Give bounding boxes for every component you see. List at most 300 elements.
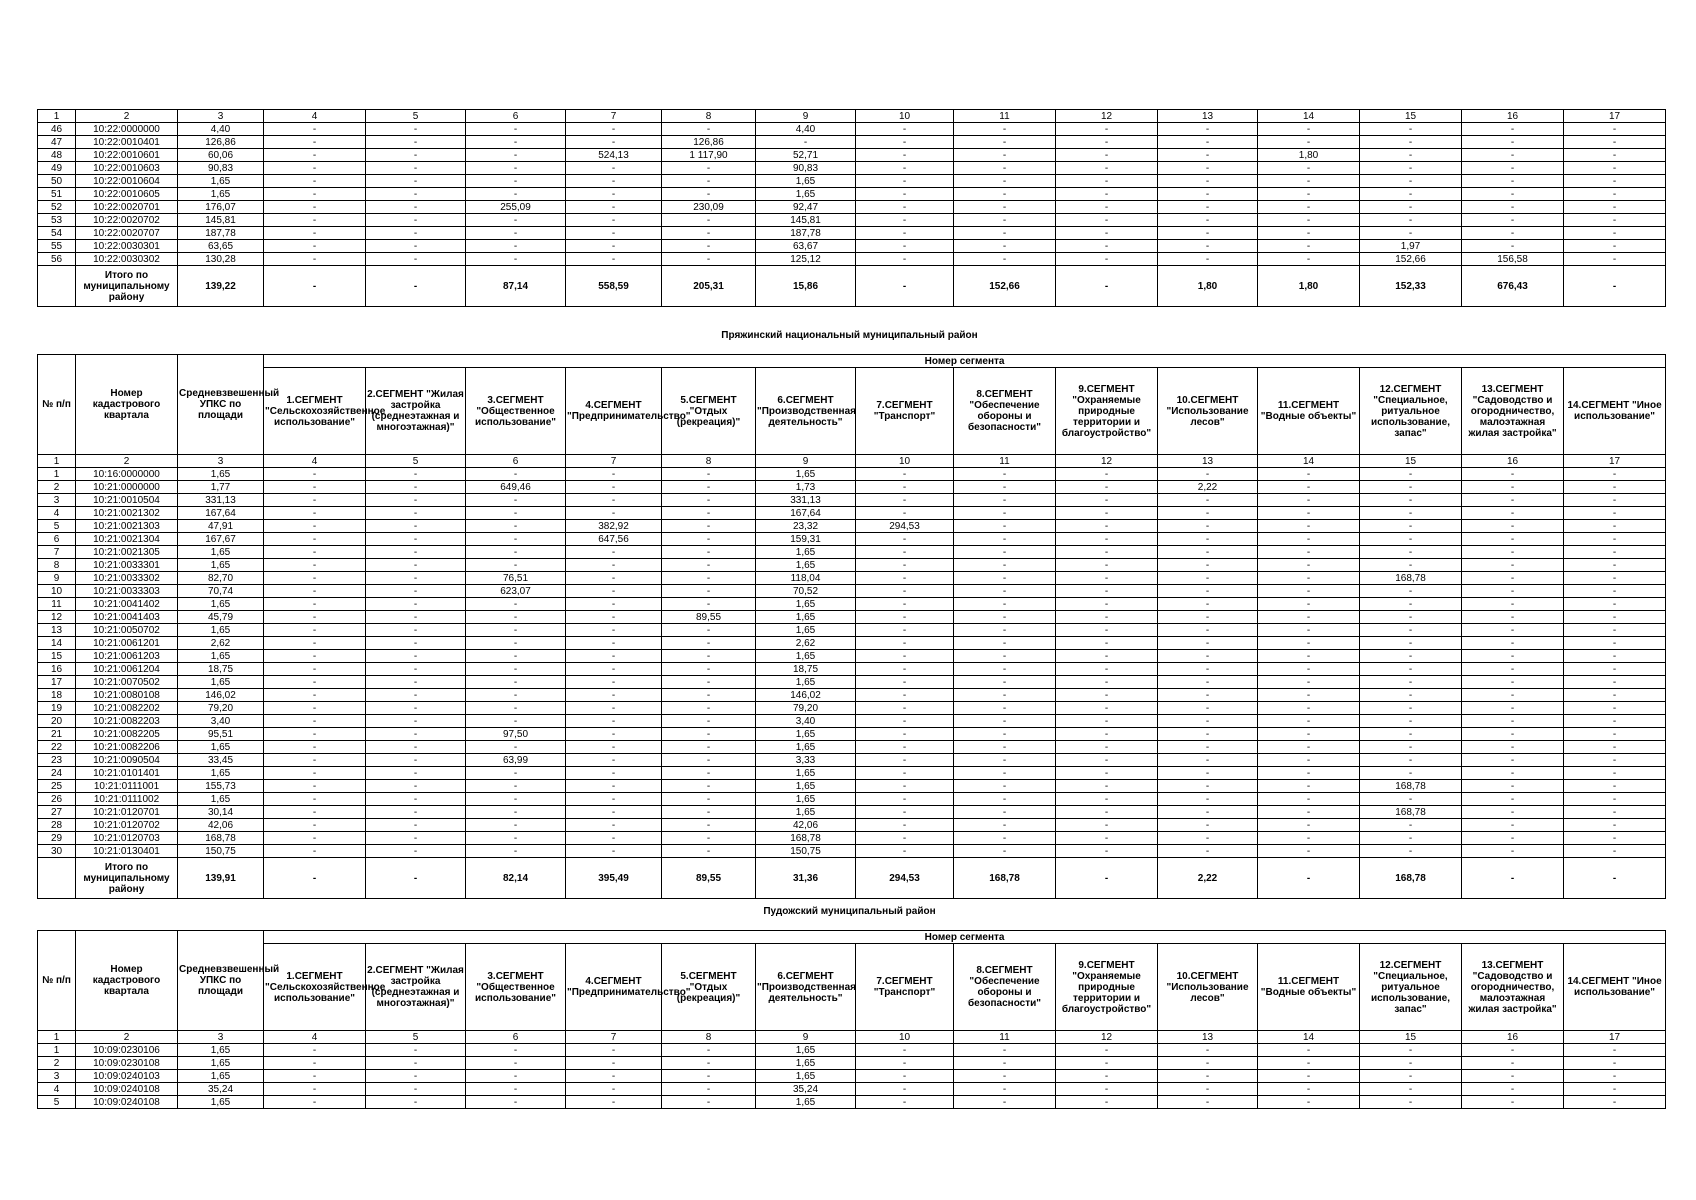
table-cell: - — [1158, 136, 1258, 149]
table-cell: - — [466, 520, 566, 533]
table-cell: - — [264, 468, 366, 481]
table-cell: 145,81 — [756, 214, 856, 227]
table-cell: 1,65 — [756, 650, 856, 663]
table-cell: - — [566, 702, 662, 715]
table-cell: - — [1564, 175, 1666, 188]
table-cell: 168,78 — [1360, 780, 1462, 793]
table-cell: - — [1056, 1096, 1158, 1109]
table-cell: - — [366, 136, 466, 149]
table-cell: - — [1158, 175, 1258, 188]
table-cell: - — [1360, 1044, 1462, 1057]
table-cell: - — [366, 481, 466, 494]
column-number-cell: 12 — [1056, 1031, 1158, 1044]
table-cell: 47,91 — [178, 520, 264, 533]
table-cell: - — [1462, 227, 1564, 240]
header-segment-cell: 6.СЕГМЕНТ "Производственная деятельность" — [756, 944, 856, 1031]
table-cell: - — [856, 585, 954, 598]
total-cell: 168,78 — [954, 858, 1056, 899]
table-cell: - — [856, 754, 954, 767]
table-cell: - — [466, 715, 566, 728]
table-cell: - — [954, 702, 1056, 715]
table-cell: 10:21:0041403 — [76, 611, 178, 624]
table-row — [38, 533, 1666, 546]
table-cell: - — [1564, 227, 1666, 240]
table-cell: - — [1462, 1070, 1564, 1083]
table-cell: 33,45 — [178, 754, 264, 767]
table-cell: - — [566, 227, 662, 240]
column-number-cell: 2 — [76, 455, 178, 468]
table-cell: 1,65 — [756, 559, 856, 572]
table-cell: - — [954, 780, 1056, 793]
table-cell: - — [366, 559, 466, 572]
table-cell: - — [1158, 715, 1258, 728]
column-number-cell: 14 — [1258, 110, 1360, 123]
table-cell: 1,65 — [178, 1044, 264, 1057]
table-cell: 10:21:0120703 — [76, 832, 178, 845]
column-number-cell: 9 — [756, 455, 856, 468]
table-cell: - — [1360, 624, 1462, 637]
table-cell: - — [366, 585, 466, 598]
table-cell: 1 — [38, 1044, 76, 1057]
table-cell: 24 — [38, 767, 76, 780]
table-cell: 51 — [38, 188, 76, 201]
table-cell: 10:21:0120702 — [76, 819, 178, 832]
table-cell: - — [1258, 494, 1360, 507]
table-cell: 26 — [38, 793, 76, 806]
table-row — [38, 162, 1666, 175]
table-cell: - — [566, 780, 662, 793]
table-cell: - — [466, 1070, 566, 1083]
table-cell: - — [264, 767, 366, 780]
table-cell: - — [1564, 598, 1666, 611]
table-cell: - — [366, 201, 466, 214]
table-cell: - — [264, 240, 366, 253]
table-cell: - — [1564, 728, 1666, 741]
total-cell: - — [1056, 266, 1158, 307]
table-cell: 1,65 — [178, 650, 264, 663]
table-cell: 2,22 — [1158, 481, 1258, 494]
table-cell: 4,40 — [756, 123, 856, 136]
column-number-cell: 17 — [1564, 110, 1666, 123]
table-cell: - — [366, 175, 466, 188]
table-cell: - — [1462, 1096, 1564, 1109]
header-row-top — [38, 355, 1666, 368]
table-cell: - — [1462, 715, 1564, 728]
table-cell: - — [264, 728, 366, 741]
table-cell: - — [856, 1044, 954, 1057]
table-cell: - — [1056, 227, 1158, 240]
table-cell: 10:22:0000000 — [76, 123, 178, 136]
table-cell: - — [264, 780, 366, 793]
table-cell: - — [1564, 780, 1666, 793]
total-cell: 31,36 — [756, 858, 856, 899]
table-cell: 30 — [38, 845, 76, 858]
table-cell: - — [366, 689, 466, 702]
table-cell: - — [264, 201, 366, 214]
table-cell: - — [1462, 689, 1564, 702]
data-table-1 — [37, 109, 1666, 307]
column-number-cell: 12 — [1056, 110, 1158, 123]
table-cell: - — [1258, 585, 1360, 598]
table-cell: 1,65 — [756, 728, 856, 741]
table-cell: - — [1462, 240, 1564, 253]
table-cell: - — [566, 253, 662, 266]
header-row-segments — [38, 944, 1666, 1031]
table-cell: 168,78 — [178, 832, 264, 845]
table-cell: - — [1564, 520, 1666, 533]
total-cell: 1,80 — [1258, 266, 1360, 307]
table-cell: - — [662, 741, 756, 754]
table-cell: - — [566, 728, 662, 741]
column-number-cell: 11 — [954, 110, 1056, 123]
table-cell: 1,73 — [756, 481, 856, 494]
table-cell: 10:21:0082202 — [76, 702, 178, 715]
table-cell: - — [1158, 507, 1258, 520]
table-cell: - — [264, 637, 366, 650]
header-cell: Средневзвешенный УПКС по площади — [178, 931, 264, 1031]
table-cell: - — [1158, 188, 1258, 201]
table-cell: 167,67 — [178, 533, 264, 546]
table-cell: - — [466, 175, 566, 188]
table-cell: - — [1056, 780, 1158, 793]
table-row — [38, 819, 1666, 832]
table-cell: - — [856, 767, 954, 780]
table-cell: - — [1564, 806, 1666, 819]
table-cell: - — [1564, 767, 1666, 780]
table-cell: - — [366, 715, 466, 728]
column-number-cell: 13 — [1158, 110, 1258, 123]
table-cell: 10:21:0000000 — [76, 481, 178, 494]
table-cell: - — [662, 214, 756, 227]
table-cell: - — [264, 123, 366, 136]
table-cell: - — [1564, 546, 1666, 559]
table-cell: 90,83 — [178, 162, 264, 175]
table-cell: - — [1462, 136, 1564, 149]
table-cell: - — [1056, 741, 1158, 754]
column-number-cell: 16 — [1462, 455, 1564, 468]
table-cell: 18 — [38, 689, 76, 702]
header-cell: Номер кадастрового квартала — [76, 355, 178, 455]
table-cell: - — [662, 1044, 756, 1057]
table-cell: - — [856, 663, 954, 676]
table-cell: - — [1564, 572, 1666, 585]
table-cell: 25 — [38, 780, 76, 793]
table-cell: 168,78 — [1360, 572, 1462, 585]
section-title-pudozh: Пудожский муниципальный район — [763, 906, 936, 917]
total-cell: - — [366, 858, 466, 899]
table-cell: - — [366, 227, 466, 240]
table-cell: 10:21:0090504 — [76, 754, 178, 767]
table-cell: - — [1462, 162, 1564, 175]
table-cell: - — [264, 175, 366, 188]
table-cell: - — [1462, 598, 1564, 611]
table-cell: - — [662, 240, 756, 253]
table-cell: - — [856, 201, 954, 214]
total-cell: 676,43 — [1462, 266, 1564, 307]
table-cell: - — [1158, 832, 1258, 845]
table-cell: - — [466, 598, 566, 611]
table-cell: - — [1056, 240, 1158, 253]
table-cell: - — [1462, 1057, 1564, 1070]
table-row — [38, 481, 1666, 494]
table-row — [38, 123, 1666, 136]
table-cell: 10:21:0061201 — [76, 637, 178, 650]
table-cell: 187,78 — [756, 227, 856, 240]
table-cell: 10:21:0033301 — [76, 559, 178, 572]
table-cell: 1,65 — [756, 1070, 856, 1083]
table-cell: - — [1564, 1070, 1666, 1083]
table-cell: 146,02 — [756, 689, 856, 702]
table-cell: - — [566, 123, 662, 136]
table-cell: - — [466, 533, 566, 546]
table-cell: 10:21:0050702 — [76, 624, 178, 637]
table-cell: 10:21:0111002 — [76, 793, 178, 806]
column-number-cell: 5 — [366, 455, 466, 468]
table-cell: 156,58 — [1462, 253, 1564, 266]
table-cell: - — [662, 663, 756, 676]
column-number-cell: 5 — [366, 110, 466, 123]
table-cell: - — [366, 611, 466, 624]
table-row — [38, 201, 1666, 214]
table-cell: - — [264, 741, 366, 754]
table-cell: - — [566, 136, 662, 149]
table-cell: - — [466, 1096, 566, 1109]
table-cell: 10:16:0000000 — [76, 468, 178, 481]
total-cell: 87,14 — [466, 266, 566, 307]
table-cell: - — [662, 728, 756, 741]
table-cell: - — [954, 1083, 1056, 1096]
table-cell: - — [954, 494, 1056, 507]
table-cell: - — [1564, 1044, 1666, 1057]
table-cell: - — [954, 793, 1056, 806]
table-cell: - — [1360, 214, 1462, 227]
total-cell: 294,53 — [856, 858, 954, 899]
table-cell: - — [954, 845, 1056, 858]
table-cell: - — [466, 468, 566, 481]
table-cell: 1,65 — [756, 780, 856, 793]
column-number-cell: 8 — [662, 1031, 756, 1044]
table-cell: - — [1056, 793, 1158, 806]
table-cell: - — [1462, 546, 1564, 559]
table-cell: - — [1462, 572, 1564, 585]
table-cell: - — [1360, 819, 1462, 832]
table-cell: - — [264, 559, 366, 572]
table-cell: - — [264, 598, 366, 611]
table-row — [38, 624, 1666, 637]
table-cell: - — [662, 227, 756, 240]
table-cell: - — [662, 702, 756, 715]
table-cell: - — [1462, 845, 1564, 858]
table-cell: - — [264, 149, 366, 162]
table-cell: 2,62 — [756, 637, 856, 650]
table-cell: 4 — [38, 507, 76, 520]
table-cell: 10:21:0021305 — [76, 546, 178, 559]
table-cell: - — [566, 1096, 662, 1109]
table-cell: 4,40 — [178, 123, 264, 136]
table-cell: - — [1462, 637, 1564, 650]
column-number-cell: 14 — [1258, 1031, 1360, 1044]
table-cell: - — [1258, 1083, 1360, 1096]
total-empty-cell — [38, 858, 76, 899]
table-cell: - — [1258, 468, 1360, 481]
table-row — [38, 494, 1666, 507]
table-cell: - — [662, 1070, 756, 1083]
total-cell: 168,78 — [1360, 858, 1462, 899]
table-cell: - — [566, 1070, 662, 1083]
table-cell: - — [1360, 559, 1462, 572]
table-cell: - — [662, 754, 756, 767]
table-cell: - — [1564, 481, 1666, 494]
table-cell: - — [1158, 572, 1258, 585]
table-cell: 10:21:0061204 — [76, 663, 178, 676]
table-cell: 1,65 — [756, 1044, 856, 1057]
table-row — [38, 468, 1666, 481]
table-cell: - — [466, 188, 566, 201]
total-cell: - — [1564, 858, 1666, 899]
table-cell: - — [1360, 520, 1462, 533]
column-number-cell: 7 — [566, 455, 662, 468]
table-cell: - — [856, 507, 954, 520]
table-cell: - — [1056, 149, 1158, 162]
table-cell: - — [1462, 832, 1564, 845]
table-cell: - — [1564, 702, 1666, 715]
table-cell: - — [856, 149, 954, 162]
table-cell: 52 — [38, 201, 76, 214]
total-cell: - — [366, 266, 466, 307]
column-number-cell: 10 — [856, 455, 954, 468]
total-empty-cell — [38, 266, 76, 307]
table-cell: - — [264, 650, 366, 663]
table-row — [38, 754, 1666, 767]
column-number-cell: 1 — [38, 110, 76, 123]
table-cell: - — [954, 201, 1056, 214]
table-cell: - — [566, 572, 662, 585]
table-cell: - — [954, 1070, 1056, 1083]
table-cell: - — [856, 253, 954, 266]
table-cell: - — [954, 507, 1056, 520]
table-row — [38, 572, 1666, 585]
column-number-cell: 7 — [566, 1031, 662, 1044]
table-cell: 13 — [38, 624, 76, 637]
table-cell: - — [1258, 559, 1360, 572]
table-cell: - — [1056, 728, 1158, 741]
table-cell: 18,75 — [756, 663, 856, 676]
header-segment-cell: 4.СЕГМЕНТ "Предпринимательство" — [566, 368, 662, 455]
table-cell: 1,65 — [756, 793, 856, 806]
total-row — [38, 266, 1666, 307]
table-cell: - — [1564, 136, 1666, 149]
table-cell: - — [856, 533, 954, 546]
header-segment-cell: 11.СЕГМЕНТ "Водные объекты" — [1258, 944, 1360, 1031]
table-row — [38, 520, 1666, 533]
column-number-cell: 8 — [662, 455, 756, 468]
column-number-cell: 8 — [662, 110, 756, 123]
table-row — [38, 1057, 1666, 1070]
table-cell: - — [1564, 754, 1666, 767]
table-cell: - — [264, 702, 366, 715]
table-cell: - — [954, 214, 1056, 227]
table-cell: - — [366, 533, 466, 546]
table-cell: 125,12 — [756, 253, 856, 266]
table-row — [38, 676, 1666, 689]
table-row — [38, 253, 1666, 266]
table-cell: - — [1158, 214, 1258, 227]
table-cell: - — [1564, 240, 1666, 253]
table-cell: 10:22:0010603 — [76, 162, 178, 175]
table-cell: - — [466, 663, 566, 676]
table-cell: 1 — [38, 468, 76, 481]
table-cell: 167,64 — [178, 507, 264, 520]
column-number-row — [38, 1031, 1666, 1044]
table-cell: - — [1056, 832, 1158, 845]
table-cell: - — [366, 149, 466, 162]
table-cell: 19 — [38, 702, 76, 715]
table-cell: - — [366, 507, 466, 520]
table-cell: - — [566, 507, 662, 520]
header-segment-cell: 13.СЕГМЕНТ "Садоводство и огородничество, малоэтажная жилая застройка" — [1462, 368, 1564, 455]
table-cell: 63,99 — [466, 754, 566, 767]
table-cell: - — [366, 637, 466, 650]
table-cell: - — [1564, 188, 1666, 201]
table-cell: 3,33 — [756, 754, 856, 767]
table-cell: - — [466, 1044, 566, 1057]
table-cell: - — [1258, 214, 1360, 227]
table-cell: 76,51 — [466, 572, 566, 585]
table-cell: - — [366, 468, 466, 481]
table-row — [38, 1044, 1666, 1057]
table-cell: - — [1056, 624, 1158, 637]
table-cell: - — [662, 650, 756, 663]
table-cell: 35,24 — [178, 1083, 264, 1096]
table-cell: 2 — [38, 1057, 76, 1070]
column-number-cell: 15 — [1360, 110, 1462, 123]
header-segment-cell: 8.СЕГМЕНТ "Обеспечение обороны и безопасности" — [954, 944, 1056, 1031]
column-number-cell: 2 — [76, 110, 178, 123]
table-row — [38, 507, 1666, 520]
table-row — [38, 227, 1666, 240]
table-cell: 1,65 — [178, 175, 264, 188]
table-cell: - — [1462, 149, 1564, 162]
header-segment-cell: 7.СЕГМЕНТ "Транспорт" — [856, 368, 954, 455]
table-cell: - — [1258, 481, 1360, 494]
table-cell: - — [366, 1057, 466, 1070]
table-cell: - — [662, 507, 756, 520]
table-cell: - — [662, 520, 756, 533]
table-cell: 1,65 — [756, 175, 856, 188]
total-cell: 139,91 — [178, 858, 264, 899]
table-cell: 6 — [38, 533, 76, 546]
table-cell: - — [1158, 468, 1258, 481]
table-cell: - — [756, 136, 856, 149]
table-cell: - — [954, 520, 1056, 533]
table-cell: - — [466, 1057, 566, 1070]
total-cell: - — [1056, 858, 1158, 899]
table-cell: - — [1158, 624, 1258, 637]
table-cell: 1,65 — [178, 468, 264, 481]
table-cell: - — [1564, 1057, 1666, 1070]
table-cell: - — [1158, 689, 1258, 702]
table-cell: - — [1158, 728, 1258, 741]
table-row — [38, 1083, 1666, 1096]
table-cell: - — [466, 819, 566, 832]
table-cell: - — [466, 507, 566, 520]
table-cell: 28 — [38, 819, 76, 832]
table-cell: 35,24 — [756, 1083, 856, 1096]
header-segment-cell: 7.СЕГМЕНТ "Транспорт" — [856, 944, 954, 1031]
table-cell: - — [264, 806, 366, 819]
table-cell: 1,65 — [756, 611, 856, 624]
table-cell: - — [954, 572, 1056, 585]
